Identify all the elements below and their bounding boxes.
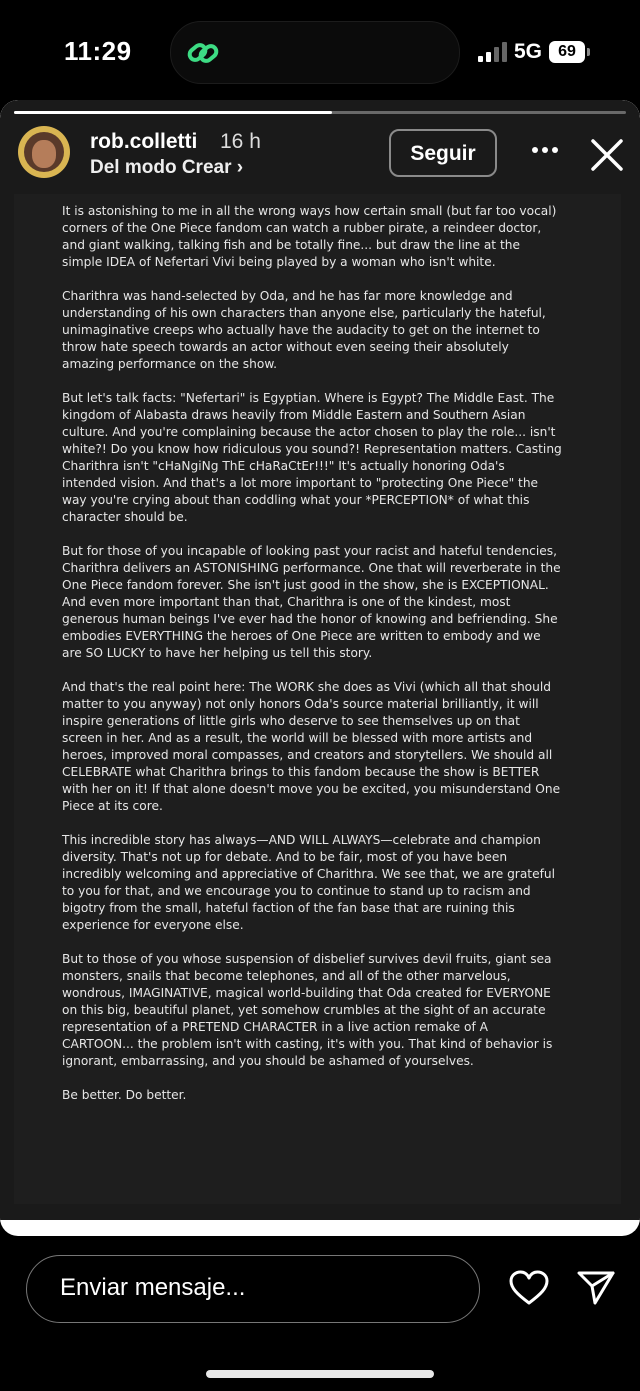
username[interactable]: rob.colletti xyxy=(90,130,198,153)
paragraph: But to those of you whose suspension of disbelief survives devil fruits, giant sea monsters, snails that become telephones, and all of the other marvelous, wondrous, IMAGINATIVE, magical world-building that Oda created for EVERYONE on this big, beautiful planet, yet somehow crumbles at the sight of an accurate representation of a PRETEND CHARACTER in a live action remake of A CARTOON... the problem isn't with casting, it's with you. That kind of behavior is ignorant, embarrassing, and you should be ashamed of yourselves. xyxy=(62,952,553,1068)
status-bar xyxy=(0,0,640,100)
avatar[interactable] xyxy=(18,126,70,178)
more-icon[interactable] xyxy=(531,146,559,154)
battery-indicator: 69 xyxy=(549,41,585,63)
story-progress-fill xyxy=(14,111,332,114)
link-icon xyxy=(185,35,221,71)
battery-tip xyxy=(587,48,590,56)
paragraph: Charithra was hand-selected by Oda, and he has far more knowledge and understanding of his own characters than anyone else, particularly the hateful, unimaginative creeps who actually have the audacity to get on the internet to throw hate speech towards an actor without even seeing their absolutely amazing performance on the show. xyxy=(62,289,546,371)
dynamic-island xyxy=(170,21,460,84)
avatar-face xyxy=(32,140,56,168)
home-indicator[interactable] xyxy=(206,1370,434,1378)
post-time: 16 h xyxy=(220,130,261,153)
paragraph: And that's the real point here: The WORK she does as Vivi (which all that should matter to you anyway) not only honors Oda's source material brilliantly, it will inspire generations of little girls who deserve to see themselves up on that screen in her. And as a result, the world will be blessed with more artists and heroes, improved moral compasses, and creators and storytellers. We should all CELEBRATE what Charithra brings to this fandom because the show is BETTER with her on it! If that alone doesn't move you be excited, you misunderstand One Piece at its core. xyxy=(62,680,561,813)
story-viewer[interactable] xyxy=(0,100,640,1236)
signal-icon xyxy=(478,42,508,62)
clock: 11:29 xyxy=(64,36,132,66)
create-mode-link[interactable]: Del modo Crear › xyxy=(90,157,244,178)
paragraph: Be better. Do better. xyxy=(62,1088,187,1102)
network-type: 5G xyxy=(514,40,543,63)
send-icon[interactable] xyxy=(577,1270,615,1306)
paragraph: But let's talk facts: "Nefertari" is Egyptian. Where is Egypt? The Middle East. The kingdom of Alabasta draws heavily from Middle Eastern and Southern Asian culture. And you're complaining because the actor chosen to play the role... isn't white?! Do you know how ridiculous you sound?! Representation matters. Casting Charithra isn't "cHaNgiNg ThE cHaRaCtEr!!!" It's actually honoring Oda's intended vision. And that's a lot more important to "protecting One Piece" the way you're crying about than coddling what your *PERCEPTION* of what this character should be. xyxy=(62,391,562,524)
paragraph: This incredible story has always—AND WILL ALWAYS—celebrate and champion diversity. That's not up for debate. And to be fair, most of you have been incredibly welcoming and appreciative of Charithra. We see that, we are grateful to you for that, and we encourage you to continue to stand up to racism and bigotry from the small, hateful faction of the fan base that are ruining this experience for everyone else. xyxy=(62,833,555,932)
post-body xyxy=(62,203,562,1121)
message-input[interactable]: Enviar mensaje... xyxy=(26,1255,480,1323)
follow-button[interactable]: Seguir xyxy=(389,129,497,177)
paragraph: It is astonishing to me in all the wrong ways how certain small (but far too vocal) corners of the One Piece fandom can watch a rubber pirate, a reindeer doctor, and giant walking, talking fish and be totally fine... but draw the line at the simple IDEA of Nefertari Vivi being played by a woman who isn't white. xyxy=(62,204,557,269)
heart-icon[interactable] xyxy=(509,1270,549,1306)
close-icon[interactable] xyxy=(590,138,624,172)
paragraph: But for those of you incapable of looking past your racist and hateful tendencies, Charithra delivers an ASTONISHING performance. One that will reverberate in the One Piece fandom forever. She isn't just good in the show, she is EXCEPTIONAL. And even more important than that, Charithra is one of the kindest, most generous human beings I've ever had the honor of knowing and befriending. She embodies EVERYTHING the heroes of One Piece are written to embody and we are SO LUCKY to have her helping us tell this story. xyxy=(62,544,561,660)
story-progress-bar xyxy=(14,111,626,114)
